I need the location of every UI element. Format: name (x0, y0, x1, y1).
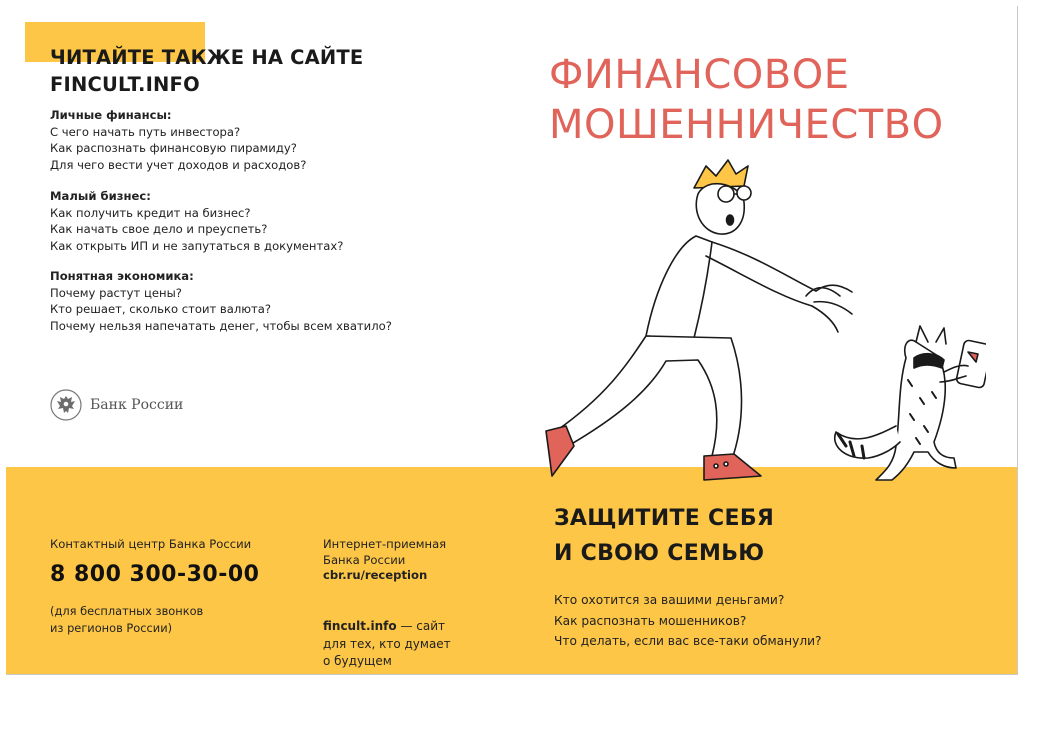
brochure-page (6, 6, 1018, 675)
section-economics (50, 268, 392, 334)
section-heading: Понятная экономика: (50, 269, 194, 283)
question-item: Как распознать мошенников? (554, 613, 747, 628)
article-link: Кто решает, сколько стоит валюта? (50, 302, 272, 316)
internet-reception: Интернет-приемная Банка России cbr.ru/reception (323, 537, 447, 582)
question-item: Кто охотится за вашими деньгами? (554, 593, 785, 607)
fraud-chase-illustration (516, 146, 986, 491)
article-link: Почему растут цены? (50, 285, 182, 300)
contact-center-label: Контактный центр Банка России (50, 537, 252, 551)
question-item: Что делать, если вас все-таки обманули? (554, 634, 822, 648)
phone-number: 8 800 300-30-00 (50, 562, 260, 587)
article-link: Как получить кредит на бизнес? (50, 205, 251, 220)
read-also-title: ЧИТАЙТЕ ТАКЖЕ НА САЙТЕ FINCULT.INFO (50, 46, 364, 96)
double-headed-eagle-icon (50, 389, 82, 421)
cover-subtitle: ЗАЩИТИТЕ СЕБЯ И СВОЮ СЕМЬЮ (554, 506, 775, 566)
raccoon-illustration (835, 326, 986, 480)
section-heading: Личные финансы: (50, 108, 172, 122)
phone-note: (для бесплатных звонков из регионов России) (50, 604, 204, 635)
cover-title: ФИНАНСОВОЕ МОШЕННИЧЕСТВО (549, 52, 944, 148)
section-small-business (50, 188, 343, 254)
section-personal-finance (50, 107, 306, 173)
article-link: Как распознать финансовую пирамиду? (50, 141, 297, 155)
article-link: Как начать свое дело и преуспеть? (50, 222, 268, 236)
section-heading: Малый бизнес: (50, 189, 151, 203)
fincult-link: fincult.info (323, 619, 397, 633)
article-link: Для чего вести учет доходов и расходов? (50, 157, 307, 172)
cover-questions (554, 590, 822, 652)
running-man-illustration (546, 160, 852, 480)
article-link: Как открыть ИП и не запутаться в документах? (50, 238, 344, 253)
bank-name: Банк России (90, 397, 184, 413)
fincult-promo: fincult.info — сайт для тех, кто думает о будущем (323, 619, 451, 668)
reception-link: cbr.ru/reception (323, 568, 428, 582)
bank-of-russia-logo (50, 388, 190, 422)
article-link: С чего начать путь инвестора? (50, 124, 241, 139)
article-link: Почему нельзя напечатать денег, чтобы всем хватило? (50, 318, 392, 333)
